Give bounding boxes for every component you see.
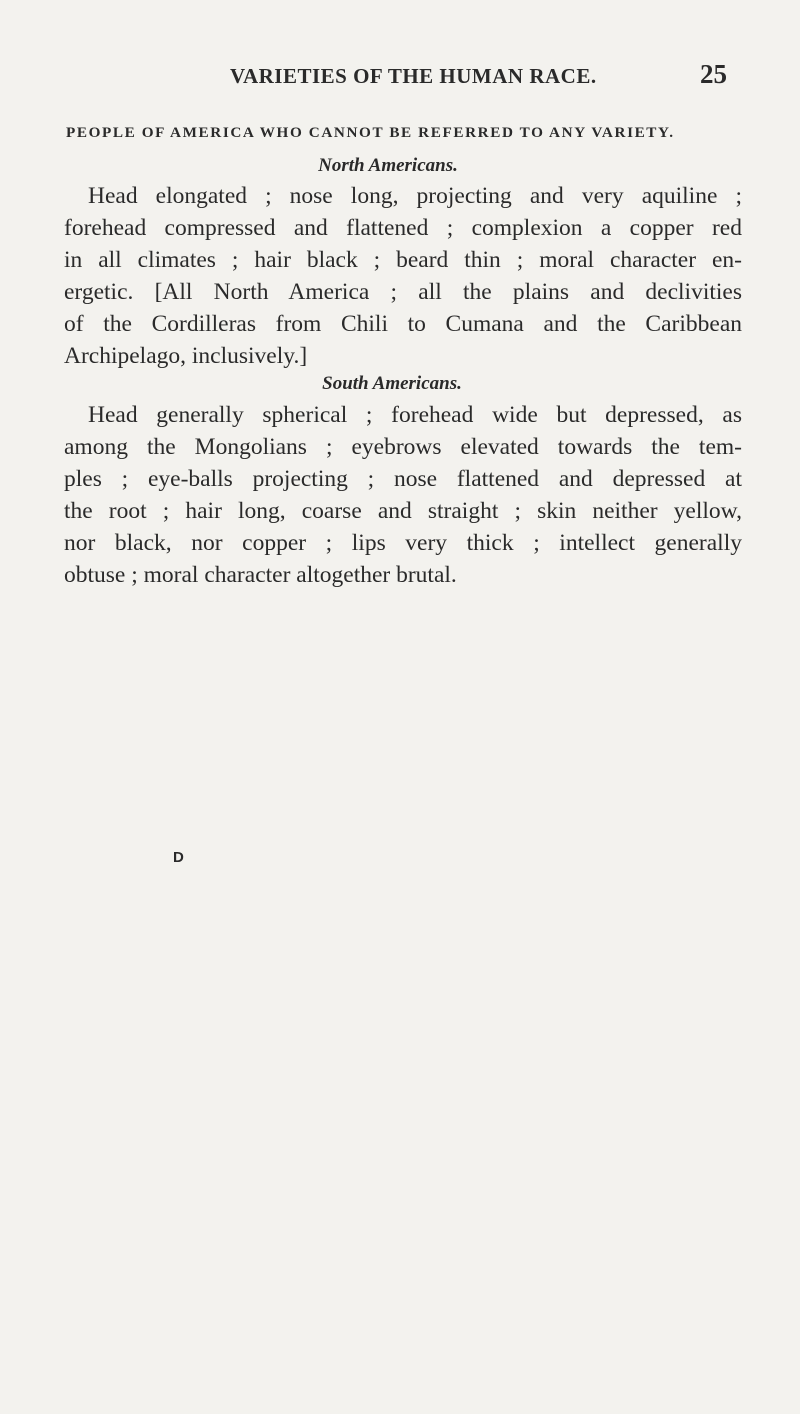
text-line: nor black, nor copper ; lips very thick ; intellect generally <box>64 530 742 556</box>
text-line: obtuse ; moral character altogether brutal. <box>64 562 457 588</box>
running-head: VARIETIES OF THE HUMAN RACE. <box>230 64 597 88</box>
subheading-south-americans: South Americans. <box>322 373 462 394</box>
subheading-north-americans: North Americans. <box>318 155 458 176</box>
text-line: among the Mongolians ; eyebrows elevated towards the tem- <box>64 434 742 460</box>
text-line: in all climates ; hair black ; beard thin ; moral character en- <box>64 247 742 273</box>
text-line: Head elongated ; nose long, projecting and very aquiline ; <box>88 183 742 209</box>
section-heading: PEOPLE OF AMERICA WHO CANNOT BE REFERRED TO ANY VARIETY. <box>66 124 675 141</box>
text-line: of the Cordilleras from Chili to Cumana and the Caribbean <box>64 311 742 337</box>
text-line: forehead compressed and flattened ; complexion a copper red <box>64 215 742 241</box>
text-line: ergetic. [All North America ; all the plains and declivities <box>64 279 742 305</box>
page-number: 25 <box>700 59 727 89</box>
text-line: Archipelago, inclusively.] <box>64 343 308 369</box>
paragraph-north-americans <box>64 180 742 372</box>
signature-mark: D <box>173 849 184 866</box>
text-line: ples ; eye-balls projecting ; nose flattened and depressed at <box>64 466 742 492</box>
text-line: the root ; hair long, coarse and straight ; skin neither yellow, <box>64 498 742 524</box>
paragraph-south-americans <box>64 399 742 591</box>
text-line: Head generally spherical ; forehead wide but depressed, as <box>88 402 742 428</box>
